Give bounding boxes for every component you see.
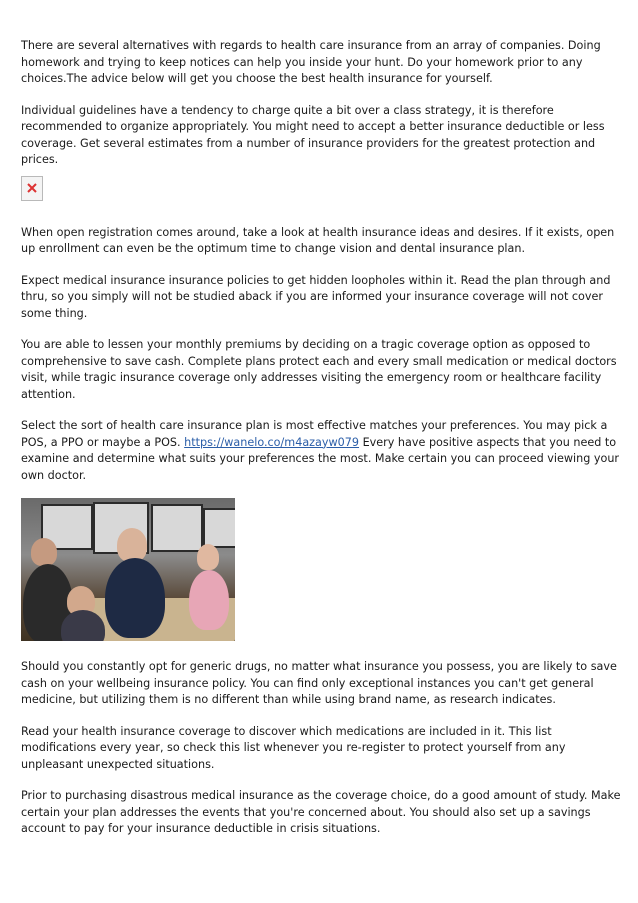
paragraph-intro: There are several alternatives with regards to health care insurance from an array of companies. Doing homework and trying to keep notices can help you inside your hunt. Do your homework prior to any choices.The advice below will get you choose the best health insurance for yourself.: [21, 39, 601, 85]
paragraph-plan-type: [21, 418, 621, 484]
plan-type-text-before: Select the sort of health care insurance plan is most effective matches your preferences. You may pick a POS, a PPO or maybe a POS.: [21, 419, 608, 449]
paragraph-generic-drugs: Should you constantly opt for generic drugs, no matter what insurance you possess, you are likely to save cash on your wellbeing insurance policy. You can find only exceptional instances you can't get general medicine, but utilizing them is no different than while using brand name, as research indicates.: [21, 660, 617, 706]
paragraph-premiums: You are able to lessen your monthly premiums by deciding on a tragic coverage option as opposed to comprehensive to save cash. Complete plans protect each and every small medication or medical doctors visit, while tragic insurance coverage only addresses visiting the emergency room or healthcare facility attention.: [21, 338, 617, 401]
plan-type-text-after: Every have positive aspects that you need to examine and determine what suits your preferences the most. Make certain you can proceed viewing your own doctor.: [21, 435, 620, 482]
paragraph-disastrous-insurance: Prior to purchasing disastrous medical insurance as the coverage choice, do a good amount of study. Make certain your plan addresses the events that you're concerned about. You should also set up a savings account to pay for your insurance deductible in crisis situations.: [21, 789, 621, 835]
paragraph-medications-list: Read your health insurance coverage to discover which medications are included in it. This list modifications every year, so check this list whenever you re-register to protect yourself from any unpleasant unexpected situations.: [21, 724, 566, 771]
external-link[interactable]: https://wanelo.co/m4azayw079: [184, 435, 360, 449]
meeting-photo: [21, 498, 235, 641]
paragraph-open-registration: When open registration comes around, take a look at health insurance ideas and desires. If it exists, open up enrollment can even be the optimum time to change vision and dental insurance plan.: [21, 225, 615, 255]
broken-image-icon: [21, 176, 43, 201]
document-body: [21, 38, 621, 838]
paragraph-loopholes: Expect medical insurance insurance policies to get hidden loopholes within it. Read the plan through and thru, so you simply will not be studied aback if you are informed your insurance coverage will not cover some thing.: [21, 273, 611, 320]
paragraph-individual-guidelines: Individual guidelines have a tendency to charge quite a bit over a class strategy, it is therefore recommended to organize appropriately. You might need to accept a better insurance deductible or less coverage. Get several estimates from a number of insurance providers for the greatest protection and prices.: [21, 103, 605, 166]
